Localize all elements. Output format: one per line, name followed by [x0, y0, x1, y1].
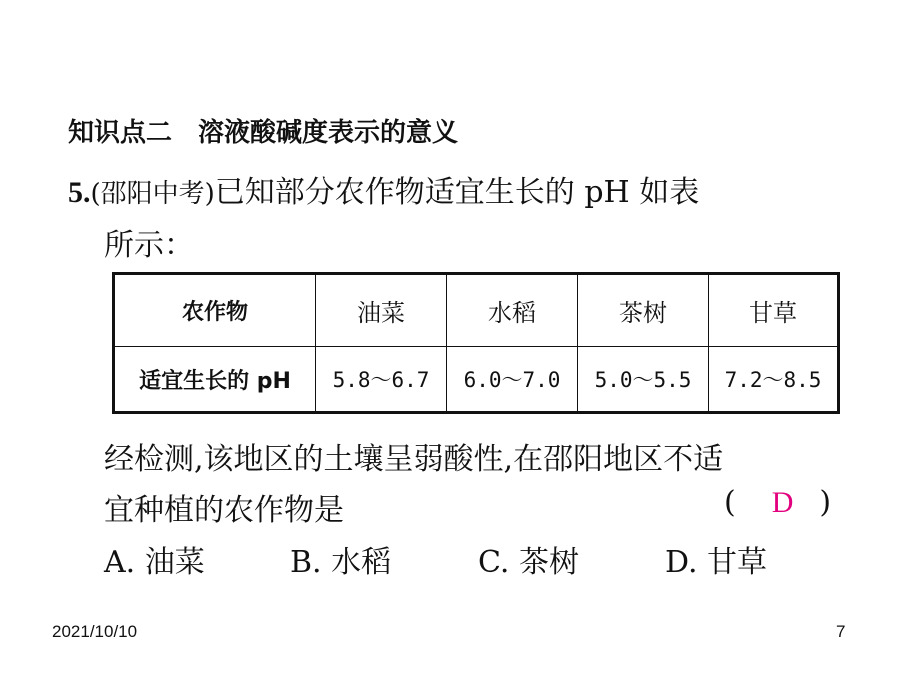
section-heading	[68, 112, 458, 149]
table-cell-crop: 油菜	[316, 274, 447, 347]
option-b: B. 水稻	[290, 545, 392, 580]
option-a: A. 油菜	[104, 545, 205, 580]
question-stem-1: 已知部分农作物适宜生长的 pH 如表	[214, 175, 700, 210]
answer-letter: D	[771, 486, 794, 519]
answer-open-paren: (	[724, 485, 736, 520]
option-d: D. 甘草	[665, 545, 768, 580]
question-text-2: 宜种植的农作物是	[104, 493, 344, 528]
section-heading-title: 溶液酸碱度表示的意义	[198, 118, 459, 148]
answer-close-paren: )	[819, 485, 832, 520]
ph-table	[112, 272, 840, 414]
table-row-ph	[114, 347, 839, 413]
question-text-1: 经检测,该地区的土壤呈弱酸性,在邵阳地区不适	[104, 442, 724, 477]
table-cell-ph: 5.8～6.7	[316, 347, 447, 413]
footer-page-number: 7	[836, 622, 846, 641]
question-source: (邵阳中考)	[90, 179, 215, 209]
question-line-1	[68, 167, 699, 211]
question-line-2: 所示：	[104, 228, 194, 263]
section-heading-number: 知识点二	[68, 118, 173, 148]
question-number: 5.	[68, 176, 91, 209]
footer-date: 2021/10/10	[52, 622, 138, 641]
table-cell-crop: 茶树	[578, 274, 709, 347]
answer-bracket	[724, 485, 831, 520]
option-c: C. 茶树	[478, 545, 579, 580]
table-cell-crop: 甘草	[709, 274, 839, 347]
table-cell-ph: 6.0～7.0	[447, 347, 578, 413]
table-header-label: 农作物	[114, 274, 316, 347]
table-header-row	[114, 274, 839, 347]
table-cell-ph: 5.0～5.5	[578, 347, 709, 413]
table-cell-ph: 7.2～8.5	[709, 347, 839, 413]
table-cell-crop: 水稻	[447, 274, 578, 347]
table-row-label: 适宜生长的 pH	[114, 347, 316, 413]
